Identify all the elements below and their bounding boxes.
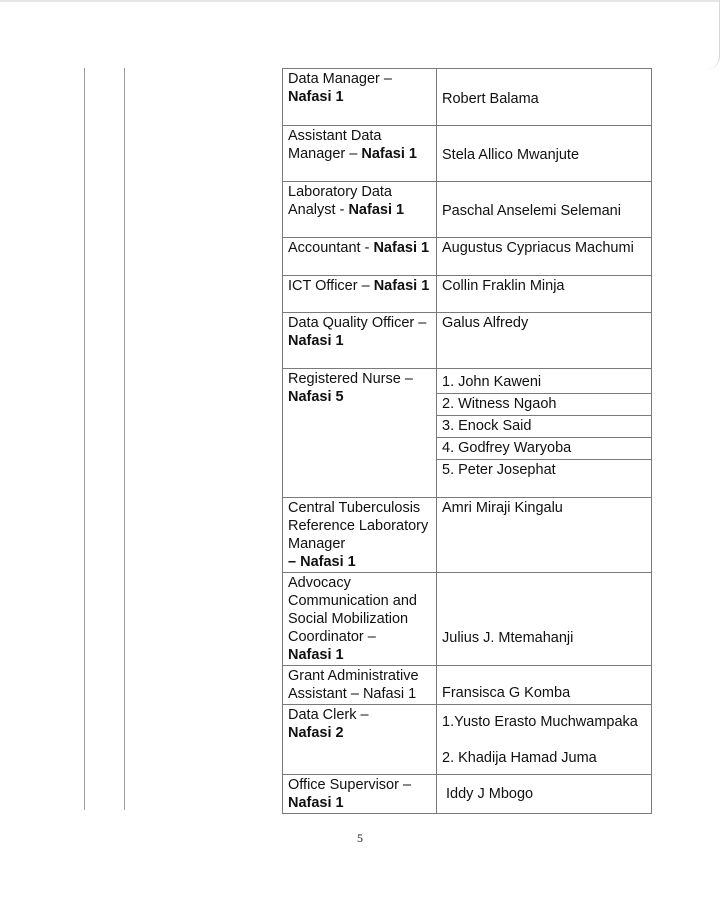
left-column-rule (84, 68, 85, 810)
list-item: 3. Enock Said (437, 416, 651, 438)
top-edge (0, 0, 720, 2)
position-cell: Laboratory Data Analyst - Nafasi 1 (283, 182, 437, 238)
table-row (283, 69, 652, 126)
name-cell: Fransisca G Komba (437, 666, 652, 705)
list-item: 4. Godfrey Waryoba (437, 438, 651, 460)
name-cell: Julius J. Mtemahanji (437, 573, 652, 666)
list-item: 2. Witness Ngaoh (437, 394, 651, 416)
name-cell (437, 705, 652, 775)
name-cell: Iddy J Mbogo (437, 775, 652, 814)
position-cell: Grant Administrative Assistant – Nafasi 1 (283, 666, 437, 705)
name-cell: Amri Miraji Kingalu (437, 498, 652, 573)
staff-table (282, 68, 652, 814)
name-list-cell (437, 369, 652, 498)
table-row (283, 775, 652, 814)
page-corner (705, 0, 720, 70)
list-item: 1. John Kaweni (437, 372, 651, 394)
position-cell: Advocacy Communication and Social Mobilization Coordinator – Nafasi 1 (283, 573, 437, 666)
name-cell: Stela Allico Mwanjute (437, 126, 652, 182)
name-cell: Paschal Anselemi Selemani (437, 182, 652, 238)
left-column-rule-2 (124, 68, 125, 810)
table-row (283, 276, 652, 313)
position-cell: ICT Officer – Nafasi 1 (283, 276, 437, 313)
list-item: 1.Yusto Erasto Muchwampaka (442, 714, 638, 730)
position-cell: Central Tuberculosis Reference Laboratory Manager – Nafasi 1 (283, 498, 437, 573)
name-cell: Robert Balama (437, 69, 652, 126)
list-item: 2. Khadija Hamad Juma (442, 750, 597, 766)
position-cell: Accountant - Nafasi 1 (283, 238, 437, 276)
table-row (283, 498, 652, 573)
table-row (283, 313, 652, 369)
table-row (283, 705, 652, 775)
table-row (283, 369, 652, 498)
table-row (283, 126, 652, 182)
table-row (283, 182, 652, 238)
position-cell: Data Quality Officer – Nafasi 1 (283, 313, 437, 369)
position-cell: Office Supervisor – Nafasi 1 (283, 775, 437, 814)
page-number: 5 (357, 831, 363, 845)
position-cell: Registered Nurse – Nafasi 5 (283, 369, 437, 498)
position-cell: Data Clerk – Nafasi 2 (283, 705, 437, 775)
table-row (283, 666, 652, 705)
name-cell: Collin Fraklin Minja (437, 276, 652, 313)
table-row (283, 238, 652, 276)
position-cell: Data Manager – Nafasi 1 (283, 69, 437, 126)
table-row (283, 573, 652, 666)
list-item: 5. Peter Josephat (442, 462, 556, 478)
name-cell: Galus Alfredy (437, 313, 652, 369)
name-cell: Augustus Cypriacus Machumi (437, 238, 652, 276)
position-cell: Assistant Data Manager – Nafasi 1 (283, 126, 437, 182)
